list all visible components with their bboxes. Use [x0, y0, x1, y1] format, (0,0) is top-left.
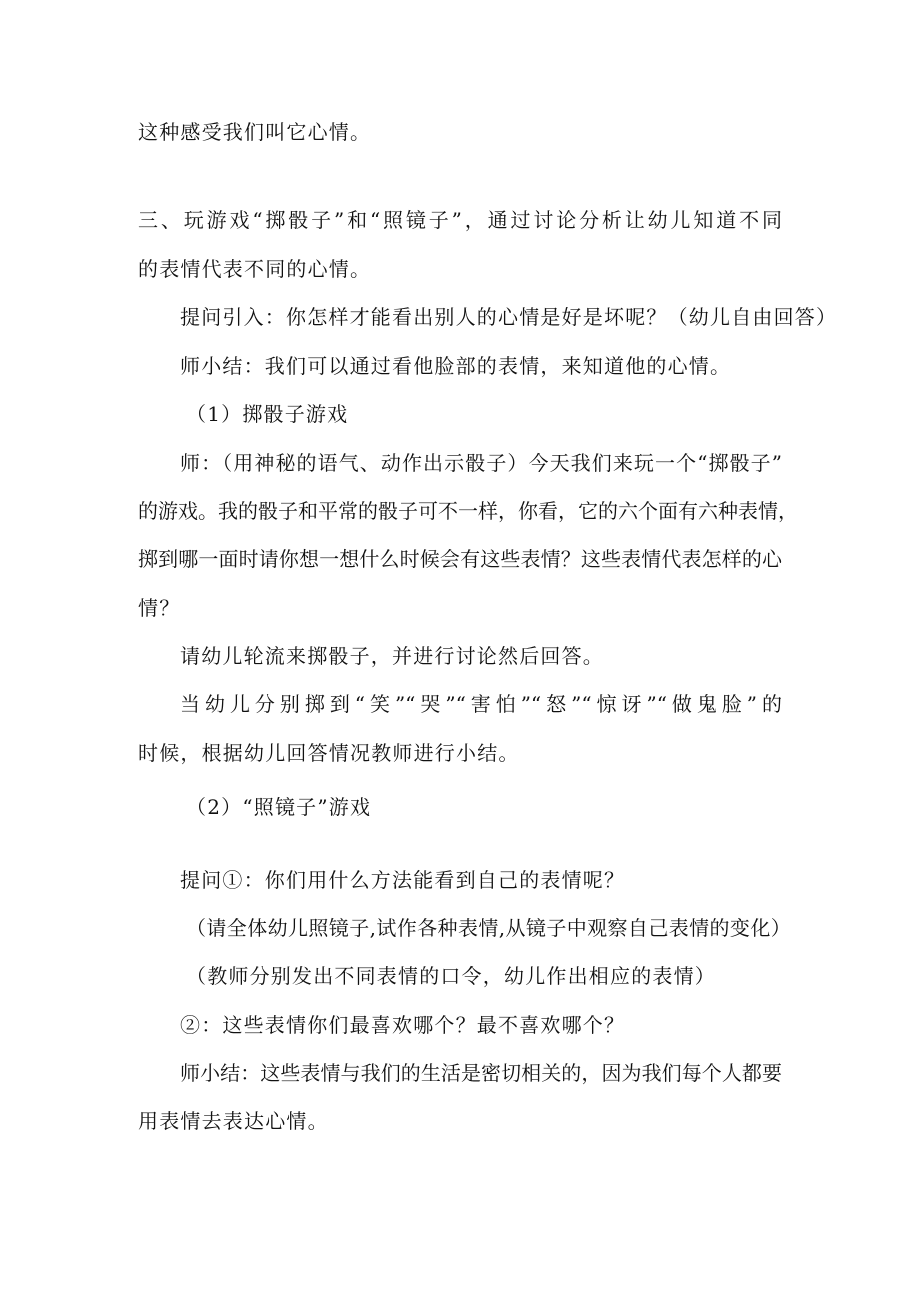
text-line: 时候，根据幼儿回答情况教师进行小结。	[138, 741, 520, 765]
text-line: 三、玩游戏“掷骰子”和“照镜子”，通过讨论分析让幼儿知道不同	[138, 208, 782, 232]
text-line: 当幼儿分别掷到“笑”“哭”“害怕”“怒”“惊讶”“做鬼脸”的	[180, 692, 782, 716]
text-line: 用表情去表达心情。	[138, 1109, 329, 1133]
text-line: 这种感受我们叫它心情。	[138, 120, 372, 144]
text-line: 请幼儿轮流来掷骰子，并进行讨论然后回答。	[180, 644, 604, 668]
text-line: 的游戏。我的骰子和平常的骰子可不一样，你看，它的六个面有六种表情，	[138, 499, 798, 523]
text-line: 的表情代表不同的心情。	[138, 257, 372, 281]
text-line: （请全体幼儿照镜子,试作各种表情,从镜子中观察自己表情的变化）	[186, 916, 792, 940]
text-line: 提问①：你们用什么方法能看到自己的表情呢？	[180, 868, 626, 892]
text-line: 提问引入：你怎样才能看出别人的心情是好是坏呢？（幼儿自由回答）	[180, 305, 838, 329]
text-line: 情？	[138, 596, 181, 620]
section-heading: （1）掷骰子游戏	[186, 402, 349, 426]
text-line: （教师分别发出不同表情的口令，幼儿作出相应的表情）	[186, 964, 716, 988]
text-line: 师：（用神秘的语气、动作出示骰子）今天我们来玩一个“掷骰子”	[180, 451, 782, 475]
section-heading: （2）“照镜子”游戏	[186, 795, 372, 819]
text-line: ②：这些表情你们最喜欢哪个？最不喜欢哪个？	[180, 1013, 626, 1037]
text-line: 师小结：我们可以通过看他脸部的表情，来知道他的心情。	[180, 354, 732, 378]
text-line: 师小结：这些表情与我们的生活是密切相关的，因为我们每个人都要	[180, 1061, 782, 1085]
text-line: 掷到哪一面时请你想一想什么时候会有这些表情？这些表情代表怎样的心	[138, 547, 782, 571]
